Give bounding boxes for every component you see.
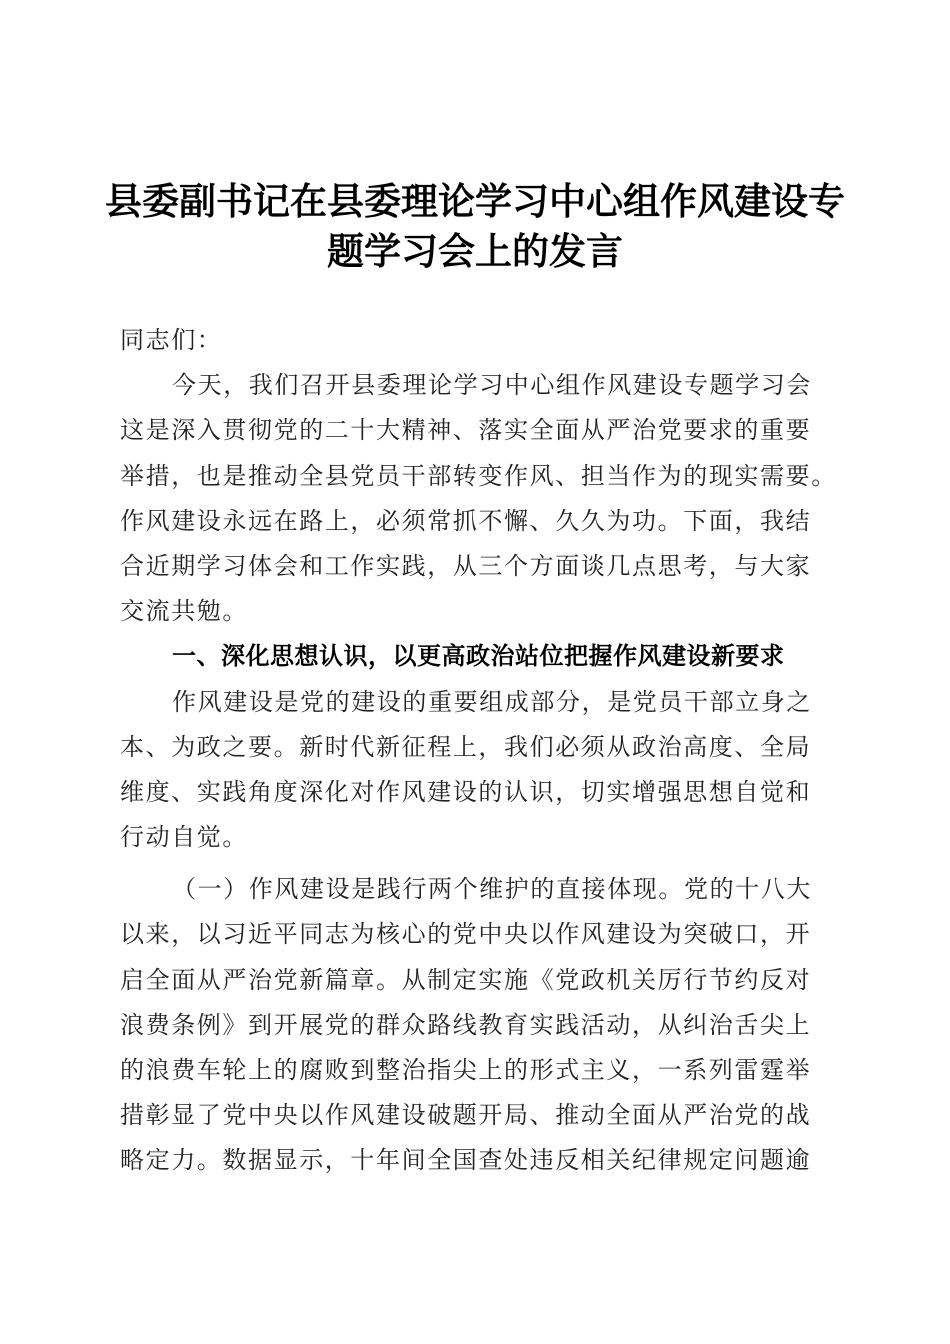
title-line-2: 题学习会上的发言 — [327, 229, 623, 273]
paragraph-line: 本、为政之要。新时代新征程上，我们必须从政治高度、全局 — [120, 732, 812, 761]
paragraph-line: 维度、实践角度深化对作风建设的认识，切实增强思想自觉和 — [120, 777, 812, 806]
document-body — [120, 318, 840, 1184]
paragraph-line: 合近期学习体会和工作实践，从三个方面谈几点思考，与大家 — [120, 551, 812, 580]
paragraph-line: 以来，以习近平同志为核心的党中央以作风建设为突破口，开 — [120, 920, 812, 949]
paragraph-line: 行动自觉。 — [120, 823, 248, 852]
section-heading: 一、深化思想认识，以更高政治站位把握作风建设新要求 — [172, 642, 785, 671]
paragraph-line: 今天，我们召开县委理论学习中心组作风建设专题学习会 — [172, 371, 812, 400]
paragraph-line: 举措，也是推动全县党员干部转变作风、担当作为的现实需要。 — [120, 461, 837, 490]
subsection-line: （一）作风建设是践行两个维护的直接体现。党的十八大 — [172, 875, 812, 904]
paragraph-line: 启全面从严治党新篇章。从制定实施《党政机关厉行节约反对 — [120, 965, 812, 994]
document-title — [100, 176, 850, 276]
paragraph-line: 作风建设是党的建设的重要组成部分，是党员干部立身之 — [172, 687, 812, 716]
salutation: 同志们： — [120, 326, 223, 354]
paragraph-line: 这是深入贯彻党的二十大精神、落实全面从严治党要求的重要 — [120, 416, 812, 445]
paragraph-line: 浪费条例》到开展党的群众路线教育实践活动，从纠治舌尖上 — [120, 1010, 812, 1039]
paragraph-line: 交流共勉。 — [120, 597, 248, 626]
paragraph-line: 措彰显了党中央以作风建设破题开局、推动全面从严治党的战 — [120, 1101, 812, 1130]
paragraph-line: 作风建设永远在路上，必须常抓不懈、久久为功。下面，我结 — [120, 506, 812, 535]
paragraph-line: 略定力。数据显示，十年间全国查处违反相关纪律规定问题逾 — [120, 1146, 812, 1175]
title-line-1: 县委副书记在县委理论学习中心组作风建设专 — [105, 179, 845, 223]
paragraph-line: 的浪费车轮上的腐败到整治指尖上的形式主义，一系列雷霆举 — [120, 1056, 812, 1084]
paragraph-spacer — [120, 860, 840, 867]
